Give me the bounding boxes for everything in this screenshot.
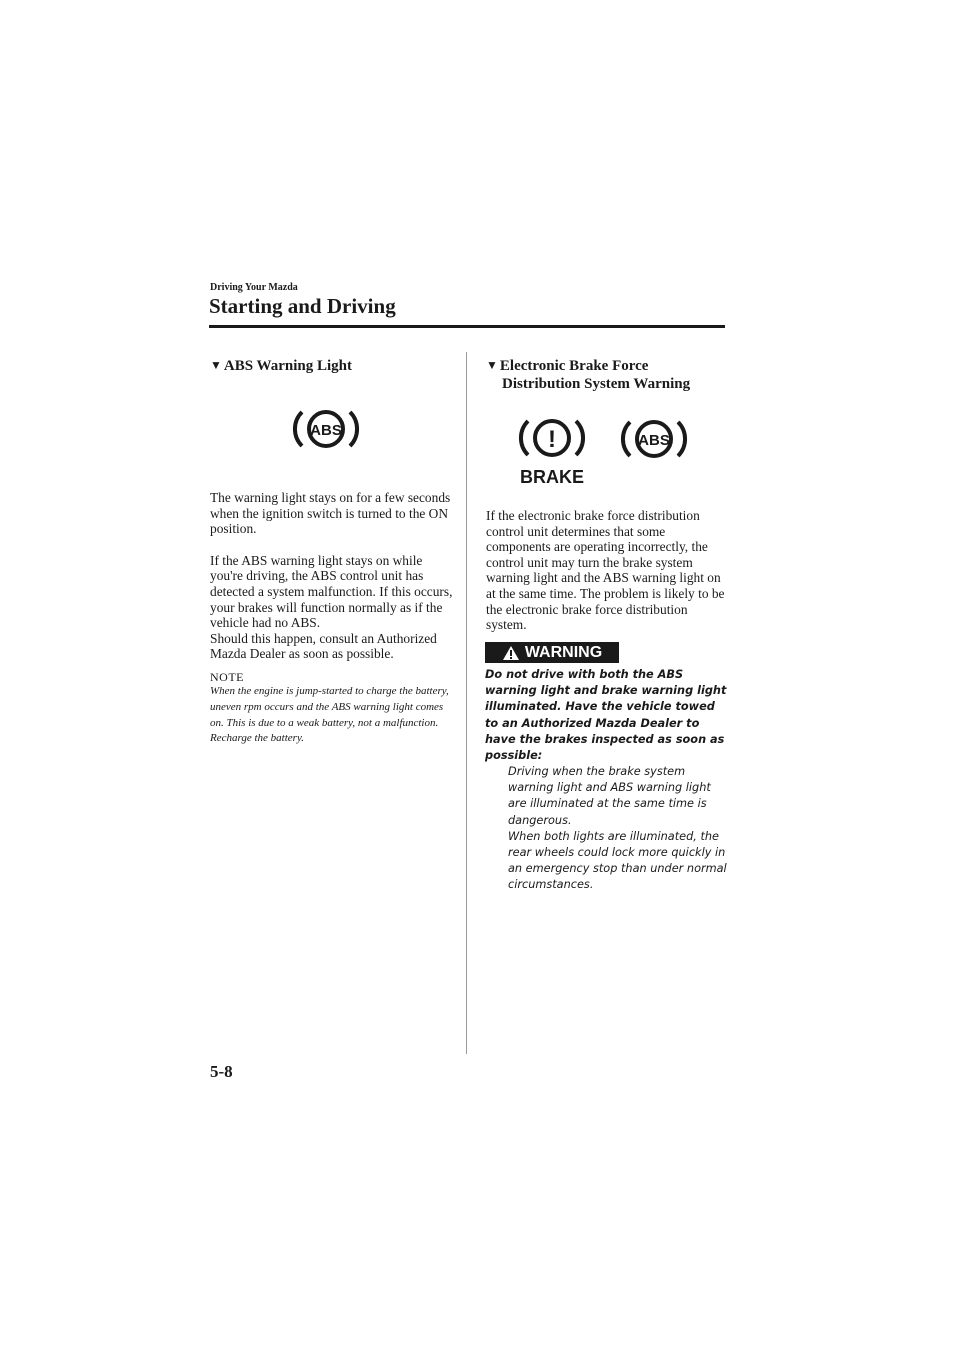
left-paragraph-1: The warning light stays on for a few seconds when the ignition switch is turned to the ON position. — [210, 490, 451, 537]
warning-triangle-icon — [502, 645, 520, 661]
abs-warning-heading-text: ABS Warning Light — [223, 358, 352, 374]
ebd-warning-heading — [486, 356, 690, 393]
abs-warning-icon — [291, 404, 361, 454]
warning-main-text: Do not drive with both the ABS warning light and brake warning light illuminated. Have the vehicle towed to an Authorized Mazda Dealer to have the brakes inspected as soon as possible: — [485, 668, 727, 763]
ebd-paragraph: If the electronic brake force distribution control unit determines that some components are operating incorrectly, the control unit may turn the brake system warning light and the ABS warning light on at the same time. The problem is likely to be the electronic brake force distribution system. — [486, 508, 725, 633]
column-divider — [466, 352, 467, 1054]
abs-icon-label-right: ABS — [638, 432, 670, 449]
note-body: When the engine is jump-started to charge the battery, uneven rpm occurs and the ABS warning light comes on. This is due to a weak battery, not a malfunction. Recharge the battery. — [210, 685, 449, 745]
brake-icon-mark: ! — [548, 426, 556, 453]
brake-icon-label: BRAKE — [519, 467, 585, 487]
abs-icon-label: ABS — [310, 422, 342, 439]
abs-warning-icon-small — [618, 414, 690, 464]
ebd-heading-line2: Distribution System Warning — [502, 376, 691, 392]
chapter-title: Starting and Driving — [209, 294, 396, 318]
section-label: Driving Your Mazda — [210, 282, 298, 293]
ebd-heading-line1: Electronic Brake Force — [499, 358, 649, 374]
warning-badge — [485, 642, 619, 663]
page-number: 5-8 — [210, 1062, 233, 1081]
header-rule — [209, 325, 725, 328]
abs-warning-heading — [210, 356, 352, 375]
left-body — [210, 490, 455, 678]
triangle-bullet-icon: ▼ — [210, 358, 222, 372]
triangle-bullet-icon: ▼ — [486, 358, 498, 372]
left-paragraph-2: If the ABS warning light stays on while you're driving, the ABS control unit has detected a system malfunction. If this occurs, your brakes will function normally as if the vehicle had no ABS. Should this happen, consult an Authorized Mazda Dealer as soon as possible. — [210, 552, 453, 662]
warning-label: WARNING — [524, 643, 603, 661]
warning-detail-text: Driving when the brake system warning light and ABS warning light are illuminated at the same time is dangerous. When both lights are illuminated, the rear wheels could lock more quickly in an emergency stop than under normal circumstances. — [508, 765, 727, 892]
brake-warning-icon — [512, 412, 592, 490]
note-title: NOTE — [210, 670, 244, 684]
